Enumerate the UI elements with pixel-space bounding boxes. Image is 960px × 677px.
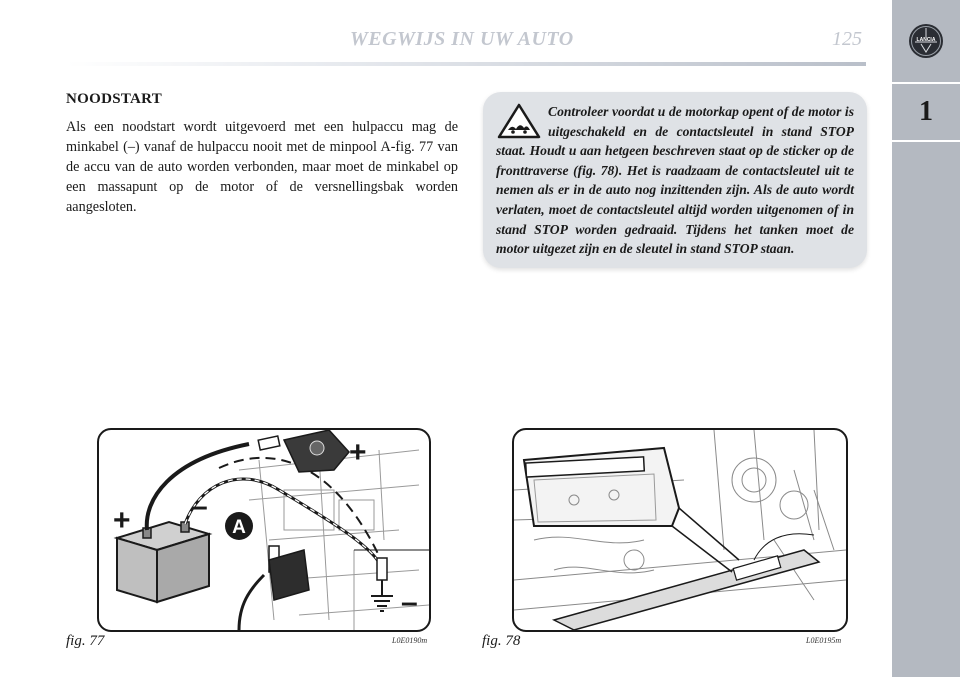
warning-text: Controleer voordat u de motorkap opent of de motor is uitgeschakeld en de contactsleutel in stand STOP staat. Houdt u aan hetgeen beschreven staat op de sticker op de fronttraverse (fig. 78). Het is raadzaam de contactsleutel uit te nemen als er in de auto nog inzittenden zijn. Als de auto wordt verlaten, moet de contactsleutel altijd worden uitgenomen of in stand STOP worden gedraaid. Tijdens het tanken moet de motor uitgezet zijn en de sleutel in stand STOP staan. bbox=[496, 104, 854, 257]
minus-sign: – bbox=[401, 586, 418, 619]
plus-sign: + bbox=[349, 436, 367, 469]
figure-77-code: L0E0190m bbox=[392, 636, 428, 645]
engine-bay-illustration bbox=[514, 430, 846, 630]
plus-sign: + bbox=[113, 504, 131, 537]
battery-jump-start-illustration bbox=[99, 430, 429, 630]
section-heading: NOODSTART bbox=[66, 91, 163, 107]
lancia-logo-text: LANCIA bbox=[916, 37, 936, 43]
figure-78-code: L0E0195m bbox=[806, 636, 842, 645]
body-paragraph: Als een noodstart wordt uitgevoerd met een hulpaccu mag de minkabel (–) vanaf de hulpaccu nooit met de minpool A-fig. 77 van de accu van de auto worden verbonden, maar moet de minkabel op een massapunt op de motor of de versnellingsbak worden aangesloten. bbox=[66, 119, 458, 215]
figure-77-label: fig. 77 bbox=[66, 633, 105, 649]
figure-77 bbox=[97, 428, 431, 632]
figure-78-label: fig. 78 bbox=[482, 633, 521, 649]
minus-sign: – bbox=[191, 490, 208, 523]
lancia-logo-icon bbox=[907, 22, 945, 60]
header-rule bbox=[66, 62, 866, 66]
callout-label-a: A bbox=[232, 517, 246, 538]
page-number: 125 bbox=[832, 28, 862, 50]
warning-paragraph bbox=[496, 102, 854, 259]
chapter-number: 1 bbox=[919, 96, 933, 127]
figure-78 bbox=[512, 428, 848, 632]
tab-divider bbox=[892, 140, 960, 142]
tab-divider bbox=[892, 82, 960, 84]
header-title: WEGWIJS IN UW AUTO bbox=[350, 28, 574, 50]
warning-box bbox=[483, 92, 867, 268]
